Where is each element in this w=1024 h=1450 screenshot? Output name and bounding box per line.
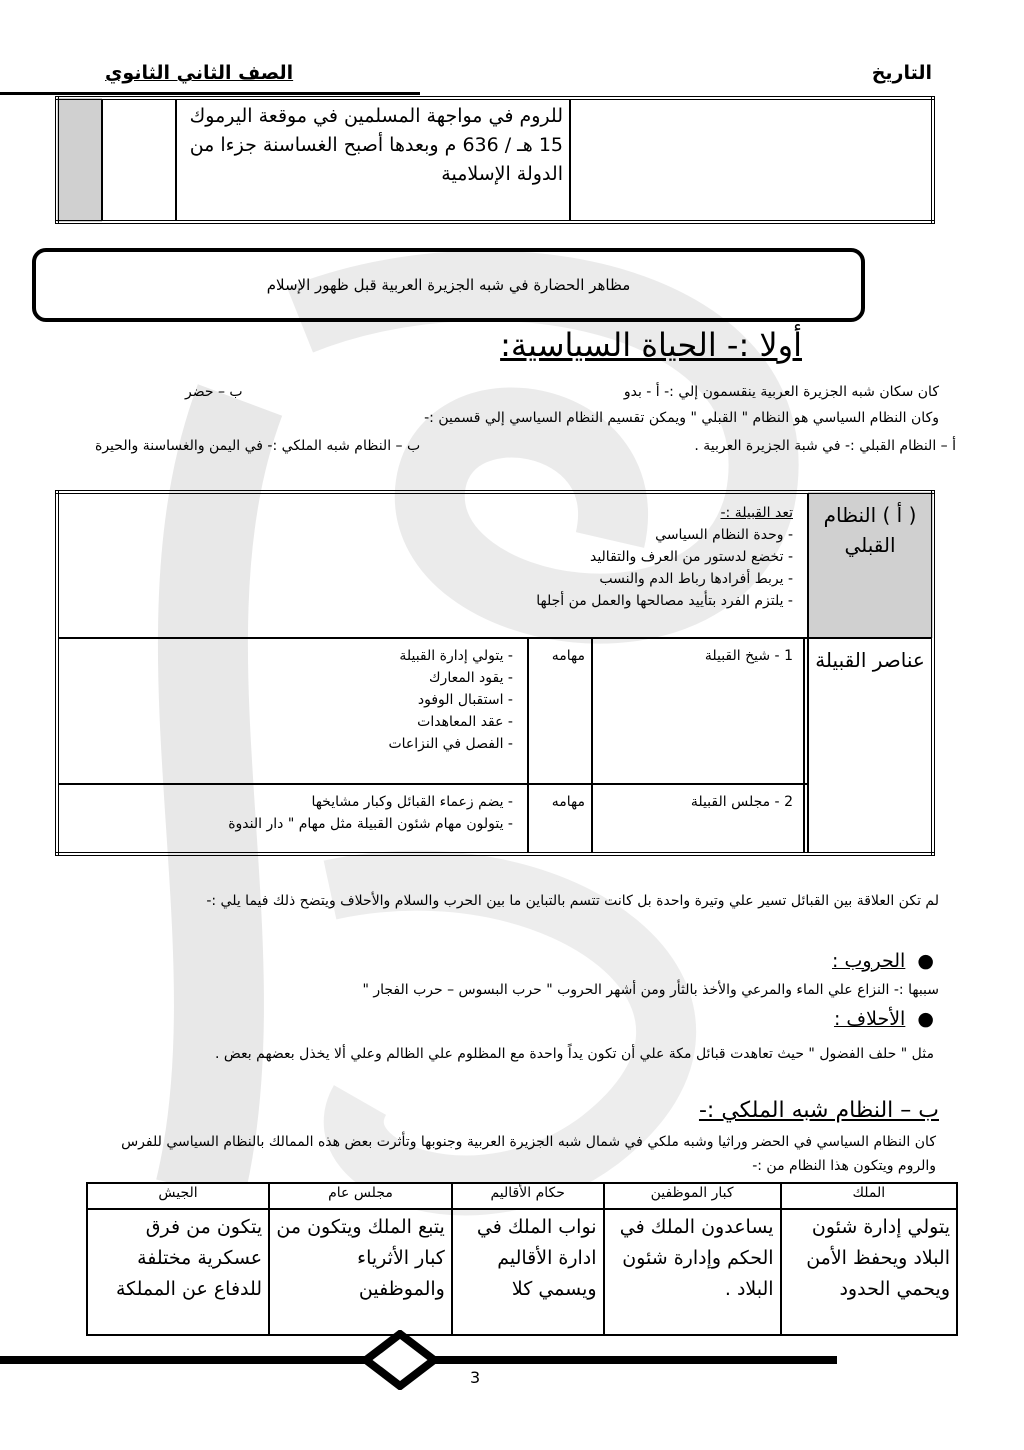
page-number: 3 — [470, 1368, 481, 1387]
task-item: - استقبال الوفود — [417, 692, 513, 708]
section2-title: ب – النظام شبه الملكي :- — [698, 1098, 939, 1123]
section-title: أولا :- الحياة السياسية: — [500, 326, 802, 364]
wars-title: الحروب : — [832, 950, 906, 972]
task-item: - الفصل في النزاعات — [388, 736, 513, 752]
intro-line-3a: أ – النظام القبلي :- في شبة الجزيرة العربية . — [694, 438, 956, 454]
kingdom-table — [86, 1182, 958, 1336]
tribal-table — [55, 490, 935, 856]
footer-bar — [0, 1356, 370, 1364]
tribal-system-head: ( أ ) النظام القبلي — [808, 492, 933, 638]
alliances-text: مثل " حلف الفضول " حيث تعاهدت قبائل مكة علي أن تكون يداً واحدة مع المظلوم علي الظالم وعلي ألا يخذل بعضهم بعض . — [214, 1046, 934, 1062]
gray-cell — [57, 98, 102, 222]
task-item: - يتولون مهام شئون القبيلة مثل مهام " دار الندوة — [228, 816, 513, 832]
tribe-point: - وحدة النظام السياسي — [655, 527, 793, 543]
task-item: - يقود المعارك — [429, 670, 513, 686]
tribe-point: - يربط أفرادها رباط الدم والنسب — [599, 571, 793, 587]
table-cell: نواب الملك في ادارة الأقاليم ويسمي كلا — [452, 1209, 604, 1335]
tribe-point: - تخضع لدستور من العرف والتقاليد — [589, 549, 793, 565]
empty-cell — [102, 98, 176, 222]
date-label: التاريخ — [871, 62, 932, 84]
council-tasks — [57, 784, 528, 854]
section2-paragraph: كان النظام السياسي في الحضر وراثيا وشبه ملكي في شمال شبه الجزيرة العربية وجنوبها وتأثرت بعض هذه الممالك بالنظام السياسي للفرس والروم ويتكون هذا النظام من :- — [121, 1134, 936, 1174]
tribe-title: تعد القبيلة :- — [720, 505, 793, 521]
sheikh-tasks — [57, 638, 528, 784]
footer-bar — [432, 1356, 837, 1364]
task-item: - عقد المعاهدات — [417, 714, 513, 730]
topic-banner — [32, 248, 865, 322]
top-table-text: للروم في مواجهة المسلمين في موقعة اليرموك 15 هـ / 636 م وبعدها أصبح الغساسنة جزءا من الدولة الإسلامية — [176, 98, 570, 222]
relations-paragraph: لم تكن العلاقة بين القبائل تسير علي وتيرة واحدة بل كانت تتسم بالتباين ما بين الحرب والسلام والأحلاف ويتضح ذلك فيما يلي :- — [206, 893, 939, 909]
empty-cell — [570, 98, 933, 222]
task-item: - يتولي إدارة القبيلة — [399, 648, 513, 664]
wars-heading — [832, 950, 934, 972]
tasks-label: مهامه — [528, 638, 592, 784]
council-label: 2 - مجلس القبيلة — [592, 784, 804, 854]
header-rule — [0, 92, 420, 95]
alliances-heading — [834, 1008, 934, 1030]
sheikh-label: 1 - شيخ القبيلة — [592, 638, 804, 784]
bullet-icon: ● — [905, 950, 934, 972]
bullet-icon: ● — [905, 1008, 934, 1030]
table-cell: يتولي إدارة شئون البلاد ويحفظ الأمن ويحمي الحدود — [781, 1209, 957, 1335]
table-cell: يساعدون الملك في الحكم وإدارة شئون البلاد . — [604, 1209, 781, 1335]
intro-line-3b: ب – النظام شبه الملكي :- في اليمن والغساسنة والحيرة — [95, 438, 421, 454]
tribe-point: - يلتزم الفرد بتأييد مصالحها والعمل من أجلها — [536, 593, 793, 609]
alliances-title: الأحلاف : — [833, 1008, 906, 1030]
wars-text: سببها :- النزاع علي الماء والمرعي والأخذ بالثأر ومن أشهر الحروب " حرب البسوس – حرب الفجار " — [362, 982, 939, 998]
table-cell: يتبع الملك ويتكون من كبار الأثرياء والموظفين — [269, 1209, 452, 1335]
col-header: كبار الموظفين — [604, 1183, 781, 1209]
tribe-elements-head: عناصر القبيلة — [808, 638, 933, 854]
col-header: الملك — [781, 1183, 957, 1209]
col-header: الجيش — [87, 1183, 269, 1209]
spacer-cell — [804, 784, 808, 854]
table-cell: يتكون من فرق عسكرية مختلفة للدفاع عن المملكة — [87, 1209, 269, 1335]
top-table — [55, 96, 935, 224]
task-item: - يضم زعماء القبائل وكبار مشايخها — [311, 794, 513, 810]
grade-title: الصف الثاني الثانوي — [105, 62, 294, 84]
intro-line-2: وكان النظام السياسي هو النظام " القبلي " ويمكن تقسيم النظام السياسي إلي قسمين :- — [424, 410, 939, 426]
intro-line-1: كان سكان شبه الجزيرة العربية ينقسمون إلي :- أ - بدو — [623, 384, 939, 400]
col-header: حكام الأقاليم — [452, 1183, 604, 1209]
col-header: مجلس عام — [269, 1183, 452, 1209]
banner-text: مظاهر الحضارة في شبه الجزيرة العربية قبل ظهور الإسلام — [266, 276, 631, 294]
footer-ornament-icon — [362, 1330, 438, 1390]
council-tasks-label: مهامه — [528, 784, 592, 854]
intro-line-1b: ب – حضر — [185, 384, 243, 400]
tribe-definition — [57, 492, 808, 638]
